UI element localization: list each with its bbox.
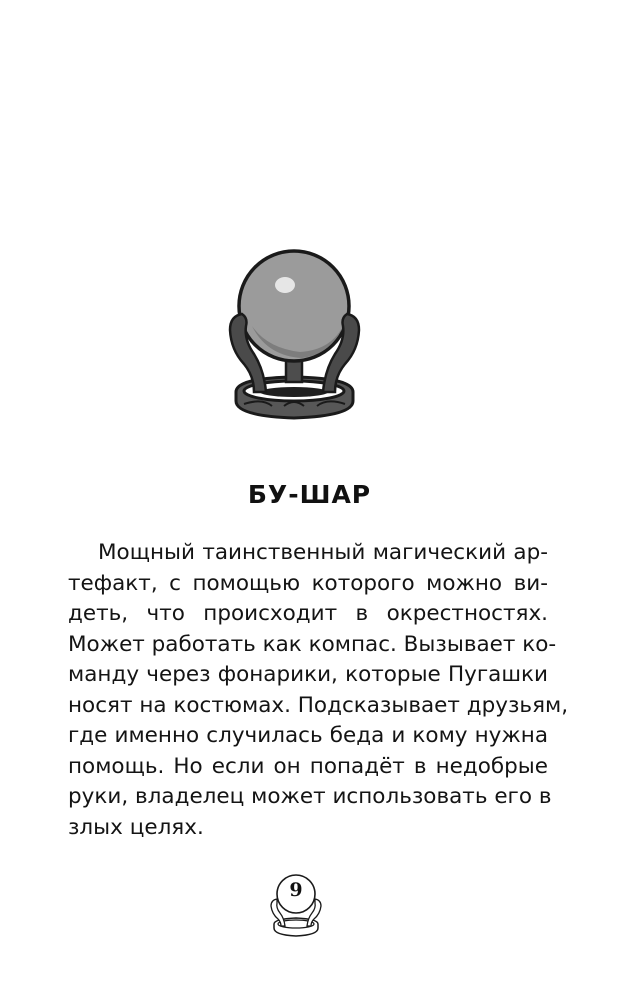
- body-line: Мощный таинственный магический ар-: [98, 540, 548, 565]
- page-number: 9: [289, 879, 303, 901]
- body-line: Может работать как компас. Вызывает ко-: [68, 631, 557, 657]
- body-line: манду через фонарики, которые Пугашки: [68, 662, 548, 687]
- article-title: БУ-ШАР: [247, 480, 372, 509]
- body-line: где именно случилась беда и кому нужна: [68, 723, 548, 748]
- crystal-ball-icon: [222, 246, 367, 421]
- article-body: [68, 538, 569, 843]
- body-line: деть, что происходит в окрестностях.: [68, 601, 548, 626]
- body-line: злых целях.: [68, 814, 204, 840]
- body-line: носят на костюмах. Подсказывает друзьям,: [68, 692, 569, 718]
- body-line: тефакт, с помощью которого можно ви-: [68, 570, 548, 596]
- body-line: помощь. Но если он попадёт в недобрые: [68, 753, 548, 779]
- body-line: руки, владелец может использовать его в: [68, 784, 552, 809]
